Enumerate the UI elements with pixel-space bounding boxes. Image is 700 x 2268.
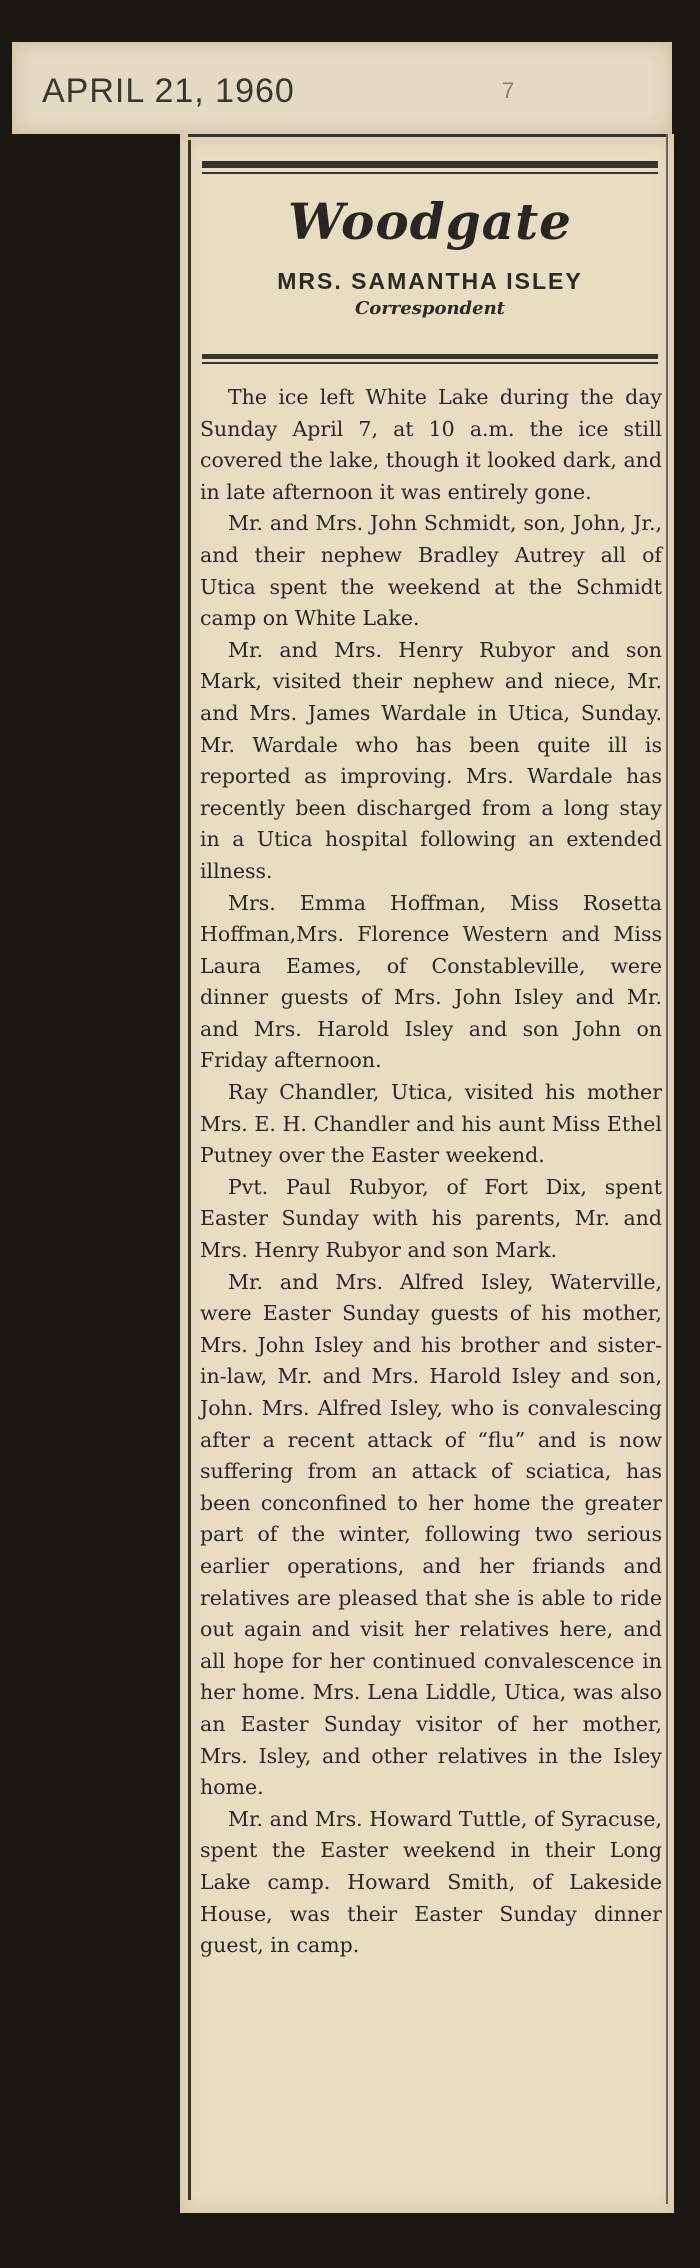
top-rule bbox=[188, 134, 668, 137]
paragraph: Mr. and Mrs. Alfred Isley, Waterville, were Easter Sunday guests of his mother, Mrs. John Isley and his brother and sister-in-law, Mr. and Mrs. Harold Isley and son, John. Mrs. Alfred Isley, who is convalescing after a recent attack of “flu” and is now suffering from an attack of sciatica, has been conconfined to her home the greater part of the winter, following two serious earlier operations, and her friands and relatives are pleased that she is able to ride out again and visit her relatives here, and all hope for her continued convalescence in her home. Mrs. Lena Liddle, Utica, was also an Easter Sunday visitor of her mother, Mrs. Isley, and other relatives in the Isley home. bbox=[200, 1269, 662, 1800]
paragraph: Mr. and Mrs. Henry Rubyor and son Mark, visited their nephew and niece, Mr. and Mrs. James Wardale in Utica, Sunday. Mr. Wardale who has been quite ill is reported as improving. Mrs. Wardale has recently been discharged from a long stay in a Utica hospital following an extended illness. bbox=[200, 637, 662, 883]
news-clipping bbox=[180, 134, 674, 2213]
left-column-rule bbox=[188, 140, 191, 2200]
byline-rule-thin bbox=[202, 362, 658, 364]
column-title: Woodgate bbox=[287, 192, 572, 251]
paragraph: The ice left White Lake during the day Sunday April 7, at 10 a.m. the ice still covered the lake, though it looked dark, and in late afternoon it was entirely gone. bbox=[200, 385, 662, 504]
stray-mark: 7 bbox=[502, 78, 515, 103]
paragraph: Mr. and Mrs. John Schmidt, son, John, Jr., and their nephew Bradley Autrey all of Utica spent the weekend at the Schmidt camp on White Lake. bbox=[200, 511, 662, 631]
date-strip bbox=[12, 42, 672, 134]
clipping-date: APRIL 21, 1960 bbox=[42, 72, 295, 110]
paragraph: Mr. and Mrs. Howard Tuttle, of Syracuse, spent the Easter weekend in their Long Lake camp. Howard Smith, of Lakeside House, was their Easter Sunday dinner guest, in camp. bbox=[200, 1806, 662, 1958]
right-column-rule bbox=[666, 134, 668, 2204]
correspondent-name: MRS. SAMANTHA ISLEY bbox=[277, 268, 583, 294]
paragraph: Pvt. Paul Rubyor, of Fort Dix, spent Easter Sunday with his parents, Mr. and Mrs. Henry Rubyor and son Mark. bbox=[200, 1174, 662, 1263]
paragraph: Ray Chandler, Utica, visited his mother Mrs. E. H. Chandler and his aunt Miss Ethel Putney over the Easter weekend. bbox=[200, 1080, 662, 1168]
paragraph: Mrs. Emma Hoffman, Miss Rosetta Hoffman,Mrs. Florence Western and Miss Laura Eames, of Constableville, were dinner guests of Mrs. John Isley and Mr. and Mrs. Harold Isley and son John on Friday afternoon. bbox=[200, 890, 662, 1073]
byline-rule-thick bbox=[202, 354, 658, 359]
heading-rule-thick bbox=[202, 161, 658, 168]
correspondent-role: Correspondent bbox=[354, 298, 505, 319]
article-body bbox=[200, 382, 662, 1962]
heading-rule-thin bbox=[202, 172, 658, 174]
